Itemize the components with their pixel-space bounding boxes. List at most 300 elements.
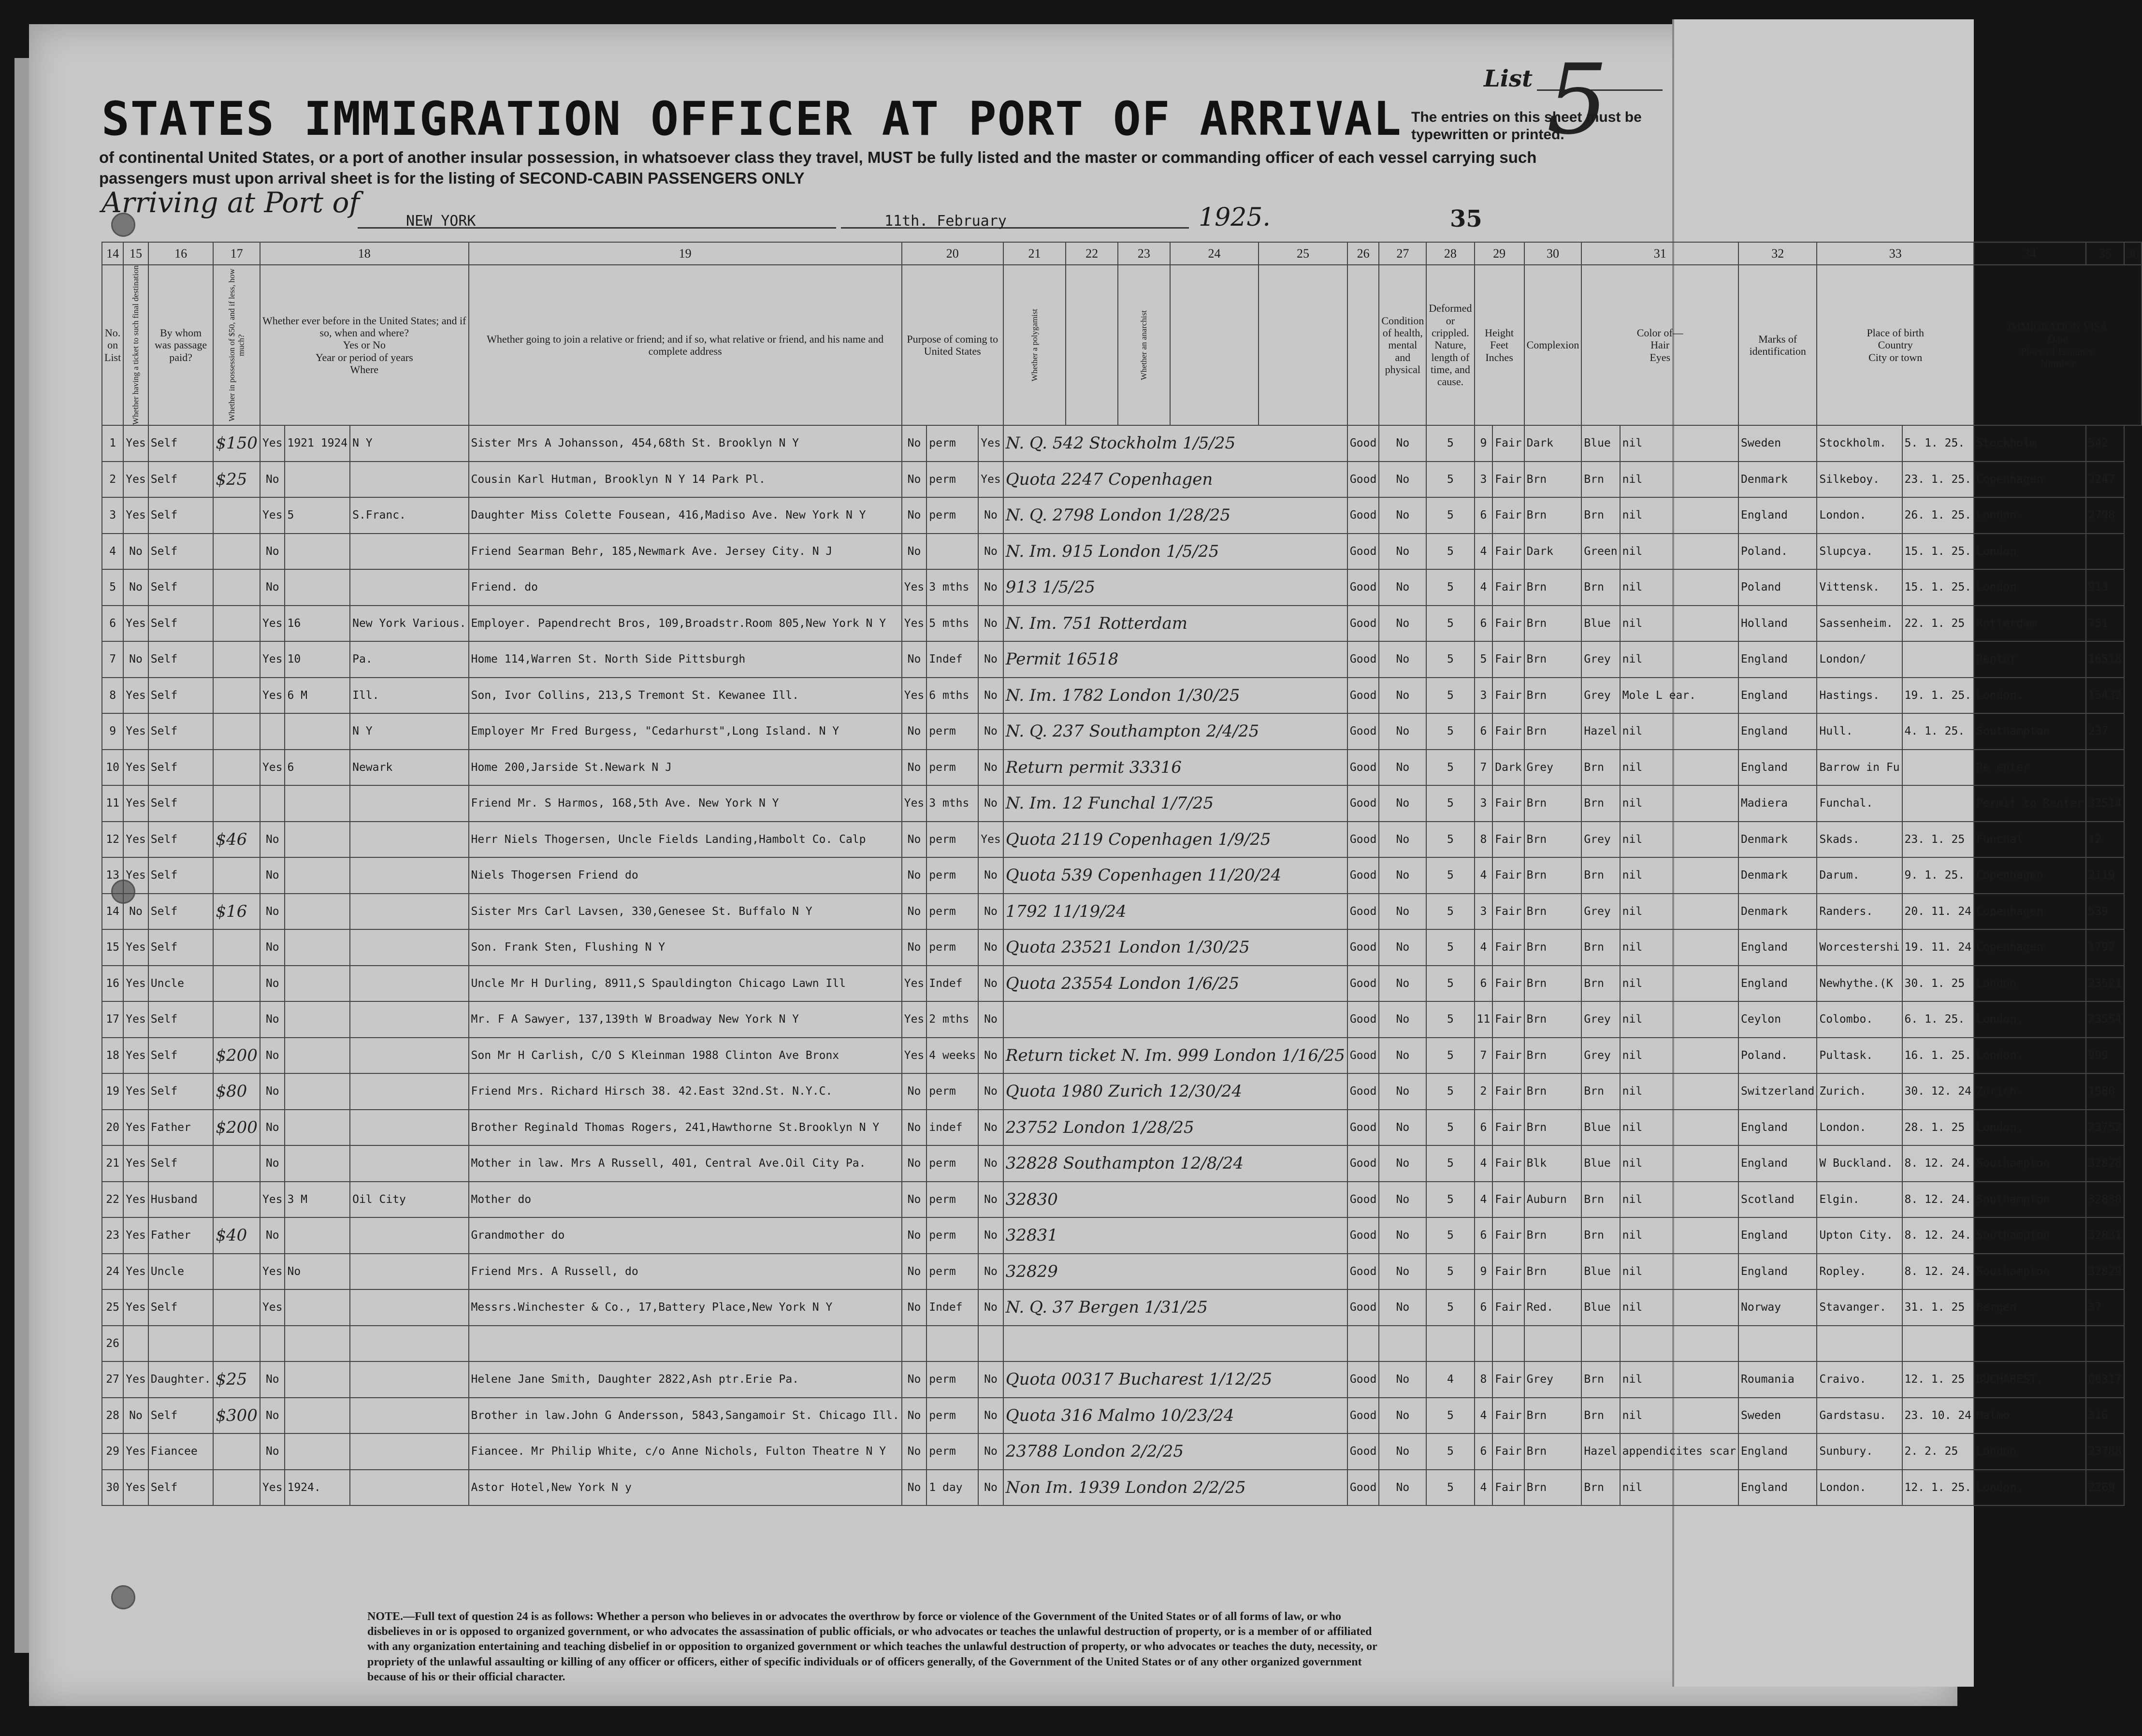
- where-cell: Newark: [350, 750, 468, 786]
- length-cell: perm: [926, 1361, 978, 1398]
- city-cell: Hull.: [1817, 713, 1902, 750]
- visa-date-cell: 2. 2. 25: [1902, 1433, 1974, 1470]
- marks-cell: nil: [1620, 462, 1738, 498]
- hair-cell: Brn: [1524, 822, 1582, 858]
- been-before-cell: No: [260, 1361, 285, 1398]
- length-cell: 5 mths: [926, 606, 978, 642]
- deformed-cell: No: [1379, 1110, 1426, 1146]
- joining-cell: Friend Searman Behr, 185,Newmark Ave. Jersey City. N J: [469, 534, 902, 570]
- col-number: 16: [148, 242, 214, 265]
- marks-cell: nil: [1620, 1182, 1738, 1218]
- joining-cell: Sister Mrs A Johansson, 454,68th St. Brooklyn N Y: [469, 425, 902, 462]
- city-cell: Colombo.: [1817, 1001, 1902, 1038]
- country-cell: Denmark: [1738, 462, 1817, 498]
- feet-cell: 5: [1426, 822, 1474, 858]
- inches-cell: 6: [1475, 713, 1493, 750]
- years-cell: [285, 1038, 350, 1074]
- joining-cell: Son. Frank Sten, Flushing N Y: [469, 929, 902, 966]
- marks-cell: nil: [1620, 1145, 1738, 1182]
- money-cell: [213, 1289, 260, 1326]
- health-cell: Good: [1347, 857, 1379, 894]
- health-cell: Good: [1347, 785, 1379, 822]
- header-money: [213, 265, 260, 425]
- col-number: 17: [213, 242, 260, 265]
- deformed-cell: No: [1379, 1361, 1426, 1398]
- complexion-cell: Fair: [1492, 1001, 1524, 1038]
- table-row: [102, 857, 2142, 894]
- table-row: [102, 678, 2142, 714]
- money-cell: [213, 569, 260, 606]
- table-row: [102, 1217, 2142, 1254]
- complexion-cell: Fair: [1492, 569, 1524, 606]
- feet-cell: 5: [1426, 750, 1474, 786]
- ticket-cell: No: [123, 641, 148, 678]
- visa-number-cell: 1980: [2086, 1073, 2124, 1110]
- money-cell: [213, 857, 260, 894]
- feet-cell: 5: [1426, 425, 1474, 462]
- where-cell: [350, 1145, 468, 1182]
- polygamist-cell: Return permit 33316: [1003, 750, 1347, 786]
- ticket-cell: Yes: [123, 462, 148, 498]
- joining-cell: Fiancee. Mr Philip White, c/o Anne Nichols, Fulton Theatre N Y: [469, 1433, 902, 1470]
- inches-cell: 6: [1475, 1110, 1493, 1146]
- money-cell: $40: [213, 1217, 260, 1254]
- hair-cell: Brn: [1524, 1254, 1582, 1290]
- length-cell: perm: [926, 425, 978, 462]
- years-cell: [285, 822, 350, 858]
- inches-cell: 4: [1475, 1182, 1493, 1218]
- list-label: List: [1484, 65, 1533, 92]
- header-before-where: Where: [350, 363, 379, 376]
- hair-cell: Brn: [1524, 497, 1582, 534]
- stay-cell: No: [978, 1145, 1003, 1182]
- col-number: 35: [2086, 242, 2124, 265]
- deformed-cell: No: [1379, 1182, 1426, 1218]
- complexion-cell: Fair: [1492, 966, 1524, 1002]
- visa-place-cell: Southampton: [1974, 713, 2086, 750]
- city-cell: Skads.: [1817, 822, 1902, 858]
- been-before-cell: Yes: [260, 606, 285, 642]
- table-row: [102, 606, 2142, 642]
- where-cell: [350, 1254, 468, 1290]
- table-row: [102, 1289, 2142, 1326]
- list-number: 5: [1547, 43, 1608, 156]
- city-cell: Pultask.: [1817, 1038, 1902, 1074]
- money-cell: [213, 1433, 260, 1470]
- visa-date-cell: 12. 1. 25.: [1902, 1470, 1974, 1506]
- purpose-cell: [902, 1326, 927, 1362]
- passage-paid-cell: Self: [148, 497, 214, 534]
- polygamist-cell: 32828 Southampton 12/8/24: [1003, 1145, 1347, 1182]
- polygamist-cell: 23788 London 2/2/25: [1003, 1433, 1347, 1470]
- length-cell: 1 day: [926, 1470, 978, 1506]
- joining-cell: Son, Ivor Collins, 213,S Tremont St. Kewanee Ill.: [469, 678, 902, 714]
- visa-date-cell: [1902, 750, 1974, 786]
- visa-place-cell: Copenhagen: [1974, 857, 2086, 894]
- complexion-cell: Fair: [1492, 1038, 1524, 1074]
- visa-date-cell: 6. 1. 25.: [1902, 1001, 1974, 1038]
- complexion-cell: Fair: [1492, 929, 1524, 966]
- row-number: 11: [102, 785, 123, 822]
- passage-paid-cell: Father: [148, 1110, 214, 1146]
- deformed-cell: No: [1379, 1145, 1426, 1182]
- money-cell: $150: [213, 425, 260, 462]
- stay-cell: No: [978, 1433, 1003, 1470]
- stay-cell: No: [978, 606, 1003, 642]
- visa-date-cell: 19. 11. 24: [1902, 929, 1974, 966]
- where-cell: [350, 569, 468, 606]
- visa-date-cell: 23. 1. 25.: [1902, 462, 1974, 498]
- money-cell: [213, 1470, 260, 1506]
- feet-cell: 5: [1426, 1038, 1474, 1074]
- marks-cell: nil: [1620, 929, 1738, 966]
- row-number: 3: [102, 497, 123, 534]
- been-before-cell: Yes: [260, 1182, 285, 1218]
- purpose-cell: No: [902, 929, 927, 966]
- years-cell: [285, 966, 350, 1002]
- complexion-cell: Fair: [1492, 534, 1524, 570]
- joining-cell: Friend Mr. S Harmos, 168,5th Ave. New York N Y: [469, 785, 902, 822]
- stay-cell: No: [978, 1470, 1003, 1506]
- been-before-cell: No: [260, 569, 285, 606]
- purpose-cell: Yes: [902, 678, 927, 714]
- col-number: 27: [1379, 242, 1426, 265]
- row-number: 2: [102, 462, 123, 498]
- col-number: 19: [469, 242, 902, 265]
- hair-cell: Brn: [1524, 894, 1582, 930]
- header-marks: Marks of identification: [1738, 265, 1817, 425]
- ticket-cell: Yes: [123, 1433, 148, 1470]
- table-row: [102, 1073, 2142, 1110]
- eyes-cell: Brn: [1581, 1470, 1620, 1506]
- visa-date-cell: 8. 12. 24.: [1902, 1145, 1974, 1182]
- visa-place-cell: London: [1974, 534, 2086, 570]
- stay-cell: No: [978, 1398, 1003, 1434]
- polygamist-cell: N. Im. 1782 London 1/30/25: [1003, 678, 1347, 714]
- visa-date-cell: 31. 1. 25: [1902, 1289, 1974, 1326]
- header-money-text: Whether in possession of $50, and if less, how much?: [227, 268, 246, 422]
- where-cell: [350, 785, 468, 822]
- stay-cell: No: [978, 1254, 1003, 1290]
- health-cell: Good: [1347, 1433, 1379, 1470]
- feet-cell: 5: [1426, 1110, 1474, 1146]
- col-number: 36: [2124, 242, 2142, 265]
- header-visa-text: IMMIGRATION VISA: [2008, 320, 2108, 333]
- where-cell: [350, 1470, 468, 1506]
- length-cell: perm: [926, 1145, 978, 1182]
- binder-hole: [111, 1585, 135, 1609]
- stay-cell: No: [978, 966, 1003, 1002]
- marks-cell: nil: [1620, 1038, 1738, 1074]
- been-before-cell: [260, 1326, 285, 1362]
- years-cell: [285, 929, 350, 966]
- hair-cell: Brn: [1524, 1217, 1582, 1254]
- years-cell: [285, 1433, 350, 1470]
- length-cell: [926, 534, 978, 570]
- feet-cell: 5: [1426, 1254, 1474, 1290]
- purpose-cell: No: [902, 1217, 927, 1254]
- col-number: 28: [1426, 242, 1474, 265]
- stay-cell: No: [978, 894, 1003, 930]
- passage-paid-cell: Daughter.: [148, 1361, 214, 1398]
- visa-place-cell: Copenhagen: [1974, 894, 2086, 930]
- deformed-cell: No: [1379, 713, 1426, 750]
- visa-date-cell: 22. 1. 25: [1902, 606, 1974, 642]
- complexion-cell: Fair: [1492, 425, 1524, 462]
- col-number: 34: [1974, 242, 2086, 265]
- table-row: [102, 641, 2142, 678]
- inches-cell: 3: [1475, 678, 1493, 714]
- purpose-cell: No: [902, 1145, 927, 1182]
- ticket-cell: Yes: [123, 606, 148, 642]
- header-eyes: Eyes: [1650, 351, 1671, 363]
- complexion-cell: Fair: [1492, 606, 1524, 642]
- joining-cell: Friend. do: [469, 569, 902, 606]
- city-cell: London.: [1817, 497, 1902, 534]
- header-col-24: [1170, 265, 1259, 425]
- visa-number-cell: 316: [2086, 1398, 2124, 1434]
- eyes-cell: Blue: [1581, 1145, 1620, 1182]
- visa-number-cell: [2086, 534, 2124, 570]
- country-cell: Holland: [1738, 606, 1817, 642]
- complexion-cell: Fair: [1492, 1217, 1524, 1254]
- deformed-cell: No: [1379, 534, 1426, 570]
- deformed-cell: No: [1379, 822, 1426, 858]
- hair-cell: Brn: [1524, 641, 1582, 678]
- inches-cell: 8: [1475, 822, 1493, 858]
- marks-cell: [1620, 1326, 1738, 1362]
- been-before-cell: Yes: [260, 1254, 285, 1290]
- country-cell: England: [1738, 966, 1817, 1002]
- health-cell: Good: [1347, 966, 1379, 1002]
- country-cell: Scotland: [1738, 1182, 1817, 1218]
- years-cell: [285, 857, 350, 894]
- table-row: [102, 462, 2142, 498]
- marks-cell: nil: [1620, 785, 1738, 822]
- polygamist-cell: N. Q. 237 Southampton 2/4/25: [1003, 713, 1347, 750]
- money-cell: $25: [213, 1361, 260, 1398]
- years-cell: [285, 1361, 350, 1398]
- purpose-cell: No: [902, 1073, 927, 1110]
- deformed-cell: No: [1379, 929, 1426, 966]
- inches-cell: 6: [1475, 497, 1493, 534]
- header-visa-place: Place of Issuance: [2021, 345, 2095, 357]
- visa-place-cell: Re enter: [1974, 750, 2086, 786]
- eyes-cell: Hazel: [1581, 1433, 1620, 1470]
- marks-cell: nil: [1620, 534, 1738, 570]
- been-before-cell: [260, 713, 285, 750]
- joining-cell: Brother Reginald Thomas Rogers, 241,Hawthorne St.Brooklyn N Y: [469, 1110, 902, 1146]
- marks-cell: nil: [1620, 1398, 1738, 1434]
- complexion-cell: Fair: [1492, 1145, 1524, 1182]
- stay-cell: Yes: [978, 822, 1003, 858]
- country-cell: Denmark: [1738, 822, 1817, 858]
- stay-cell: No: [978, 1217, 1003, 1254]
- col-number: 26: [1347, 242, 1379, 265]
- row-number: 6: [102, 606, 123, 642]
- country-cell: Poland.: [1738, 534, 1817, 570]
- purpose-cell: No: [902, 641, 927, 678]
- hair-cell: Dark: [1524, 425, 1582, 462]
- row-number: 7: [102, 641, 123, 678]
- years-cell: 16: [285, 606, 350, 642]
- years-cell: [285, 894, 350, 930]
- length-cell: 3 mths: [926, 785, 978, 822]
- country-cell: Roumania: [1738, 1361, 1817, 1398]
- city-cell: Gardstasu.: [1817, 1398, 1902, 1434]
- years-cell: [285, 1289, 350, 1326]
- row-number: 8: [102, 678, 123, 714]
- city-cell: Sunbury.: [1817, 1433, 1902, 1470]
- health-cell: Good: [1347, 534, 1379, 570]
- row-number: 1: [102, 425, 123, 462]
- header-city: City or town: [1868, 351, 1923, 363]
- visa-date-cell: 19. 1. 25.: [1902, 678, 1974, 714]
- eyes-cell: Brn: [1581, 462, 1620, 498]
- visa-place-cell: London.: [1974, 1470, 2086, 1506]
- header-col-26: [1347, 265, 1379, 425]
- polygamist-cell: N. Q. 37 Bergen 1/31/25: [1003, 1289, 1347, 1326]
- joining-cell: Friend Mrs. A Russell, do: [469, 1254, 902, 1290]
- visa-number-cell: 237: [2086, 713, 2124, 750]
- money-cell: $200: [213, 1038, 260, 1074]
- visa-date-cell: 23. 1. 25: [1902, 822, 1974, 858]
- city-cell: Randers.: [1817, 894, 1902, 930]
- stay-cell: No: [978, 785, 1003, 822]
- visa-number-cell: 539: [2086, 894, 2124, 930]
- visa-date-cell: [1902, 641, 1974, 678]
- where-cell: S.Franc.: [350, 497, 468, 534]
- length-cell: perm: [926, 1433, 978, 1470]
- been-before-cell: No: [260, 1073, 285, 1110]
- country-cell: Madiera: [1738, 785, 1817, 822]
- hair-cell: Brn: [1524, 569, 1582, 606]
- visa-date-cell: 5. 1. 25.: [1902, 425, 1974, 462]
- complexion-cell: Fair: [1492, 497, 1524, 534]
- header-birth: [1817, 265, 1974, 425]
- header-col-25: [1259, 265, 1347, 425]
- city-cell: Newhythe.(K: [1817, 966, 1902, 1002]
- row-number: 16: [102, 966, 123, 1002]
- hair-cell: Brn: [1524, 966, 1582, 1002]
- deformed-cell: No: [1379, 1289, 1426, 1326]
- polygamist-cell: 1792 11/19/24: [1003, 894, 1347, 930]
- health-cell: Good: [1347, 713, 1379, 750]
- health-cell: Good: [1347, 1254, 1379, 1290]
- health-cell: Good: [1347, 822, 1379, 858]
- been-before-cell: No: [260, 966, 285, 1002]
- purpose-cell: No: [902, 1289, 927, 1326]
- polygamist-cell: N. Im. 751 Rotterdam: [1003, 606, 1347, 642]
- visa-place-cell: Copenhagen: [1974, 462, 2086, 498]
- passage-paid-cell: Self: [148, 1073, 214, 1110]
- row-number: 14: [102, 894, 123, 930]
- country-cell: Sweden: [1738, 425, 1817, 462]
- been-before-cell: No: [260, 1001, 285, 1038]
- purpose-cell: No: [902, 1398, 927, 1434]
- inches-cell: 5: [1475, 641, 1493, 678]
- health-cell: Good: [1347, 462, 1379, 498]
- visa-date-cell: 20. 11. 24: [1902, 894, 1974, 930]
- years-cell: [285, 713, 350, 750]
- header-country: Country: [1878, 339, 1913, 351]
- marks-cell: nil: [1620, 1110, 1738, 1146]
- inches-cell: 6: [1475, 1289, 1493, 1326]
- typewritten-note: The entries on this sheet must be typewritten or printed.: [1411, 109, 1642, 143]
- visa-place-cell: BUCHAREST.: [1974, 1361, 2086, 1398]
- purpose-cell: No: [902, 822, 927, 858]
- where-cell: [350, 894, 468, 930]
- passage-paid-cell: Fiancee: [148, 1433, 214, 1470]
- polygamist-cell: Quota 00317 Bucharest 1/12/25: [1003, 1361, 1347, 1398]
- row-number: 19: [102, 1073, 123, 1110]
- purpose-cell: No: [902, 1182, 927, 1218]
- marks-cell: nil: [1620, 1073, 1738, 1110]
- passage-paid-cell: Self: [148, 569, 214, 606]
- ticket-cell: Yes: [123, 497, 148, 534]
- purpose-cell: Yes: [902, 606, 927, 642]
- been-before-cell: No: [260, 1217, 285, 1254]
- visa-place-cell: Rotterdam: [1974, 606, 2086, 642]
- length-cell: indef: [926, 1110, 978, 1146]
- table-row: [102, 1254, 2142, 1290]
- eyes-cell: [1581, 1326, 1620, 1362]
- polygamist-cell: Quota 23554 London 1/6/25: [1003, 966, 1347, 1002]
- inches-cell: 3: [1475, 462, 1493, 498]
- polygamist-cell: Permit 16518: [1003, 641, 1347, 678]
- purpose-cell: Yes: [902, 785, 927, 822]
- joining-cell: Niels Thogersen Friend do: [469, 857, 902, 894]
- city-cell: Stavanger.: [1817, 1289, 1902, 1326]
- complexion-cell: Fair: [1492, 1110, 1524, 1146]
- row-number: 24: [102, 1254, 123, 1290]
- header-visa-number: Number: [2040, 357, 2075, 370]
- been-before-cell: Yes: [260, 678, 285, 714]
- visa-place-cell: Permit to Renter: [1974, 785, 2086, 822]
- eyes-cell: Brn: [1581, 497, 1620, 534]
- ticket-cell: Yes: [123, 1361, 148, 1398]
- money-cell: [213, 1145, 260, 1182]
- health-cell: Good: [1347, 678, 1379, 714]
- feet-cell: 5: [1426, 1398, 1474, 1434]
- feet-cell: 5: [1426, 569, 1474, 606]
- visa-number-cell: 23752: [2086, 1110, 2124, 1146]
- city-cell: Hastings.: [1817, 678, 1902, 714]
- country-cell: England: [1738, 1254, 1817, 1290]
- country-cell: England: [1738, 1433, 1817, 1470]
- purpose-cell: No: [902, 750, 927, 786]
- table-row: [102, 534, 2142, 570]
- length-cell: perm: [926, 1182, 978, 1218]
- years-cell: [285, 1326, 350, 1362]
- health-cell: Good: [1347, 1073, 1379, 1110]
- visa-number-cell: 32829: [2086, 1254, 2124, 1290]
- header-feet: Feet: [1490, 339, 1508, 351]
- visa-place-cell: Funchal: [1974, 822, 2086, 858]
- hair-cell: Red.: [1524, 1289, 1582, 1326]
- joining-cell: Daughter Miss Colette Fousean, 416,Madiso Ave. New York N Y: [469, 497, 902, 534]
- ticket-cell: Yes: [123, 678, 148, 714]
- hair-cell: Grey: [1524, 750, 1582, 786]
- polygamist-cell: Quota 23521 London 1/30/25: [1003, 929, 1347, 966]
- hair-cell: Brn: [1524, 1398, 1582, 1434]
- hair-cell: Brn: [1524, 1073, 1582, 1110]
- deformed-cell: No: [1379, 894, 1426, 930]
- country-cell: [1738, 1326, 1817, 1362]
- polygamist-cell: N. Q. 2798 London 1/28/25: [1003, 497, 1347, 534]
- table-row: [102, 1433, 2142, 1470]
- polygamist-cell: 23752 London 1/28/25: [1003, 1110, 1347, 1146]
